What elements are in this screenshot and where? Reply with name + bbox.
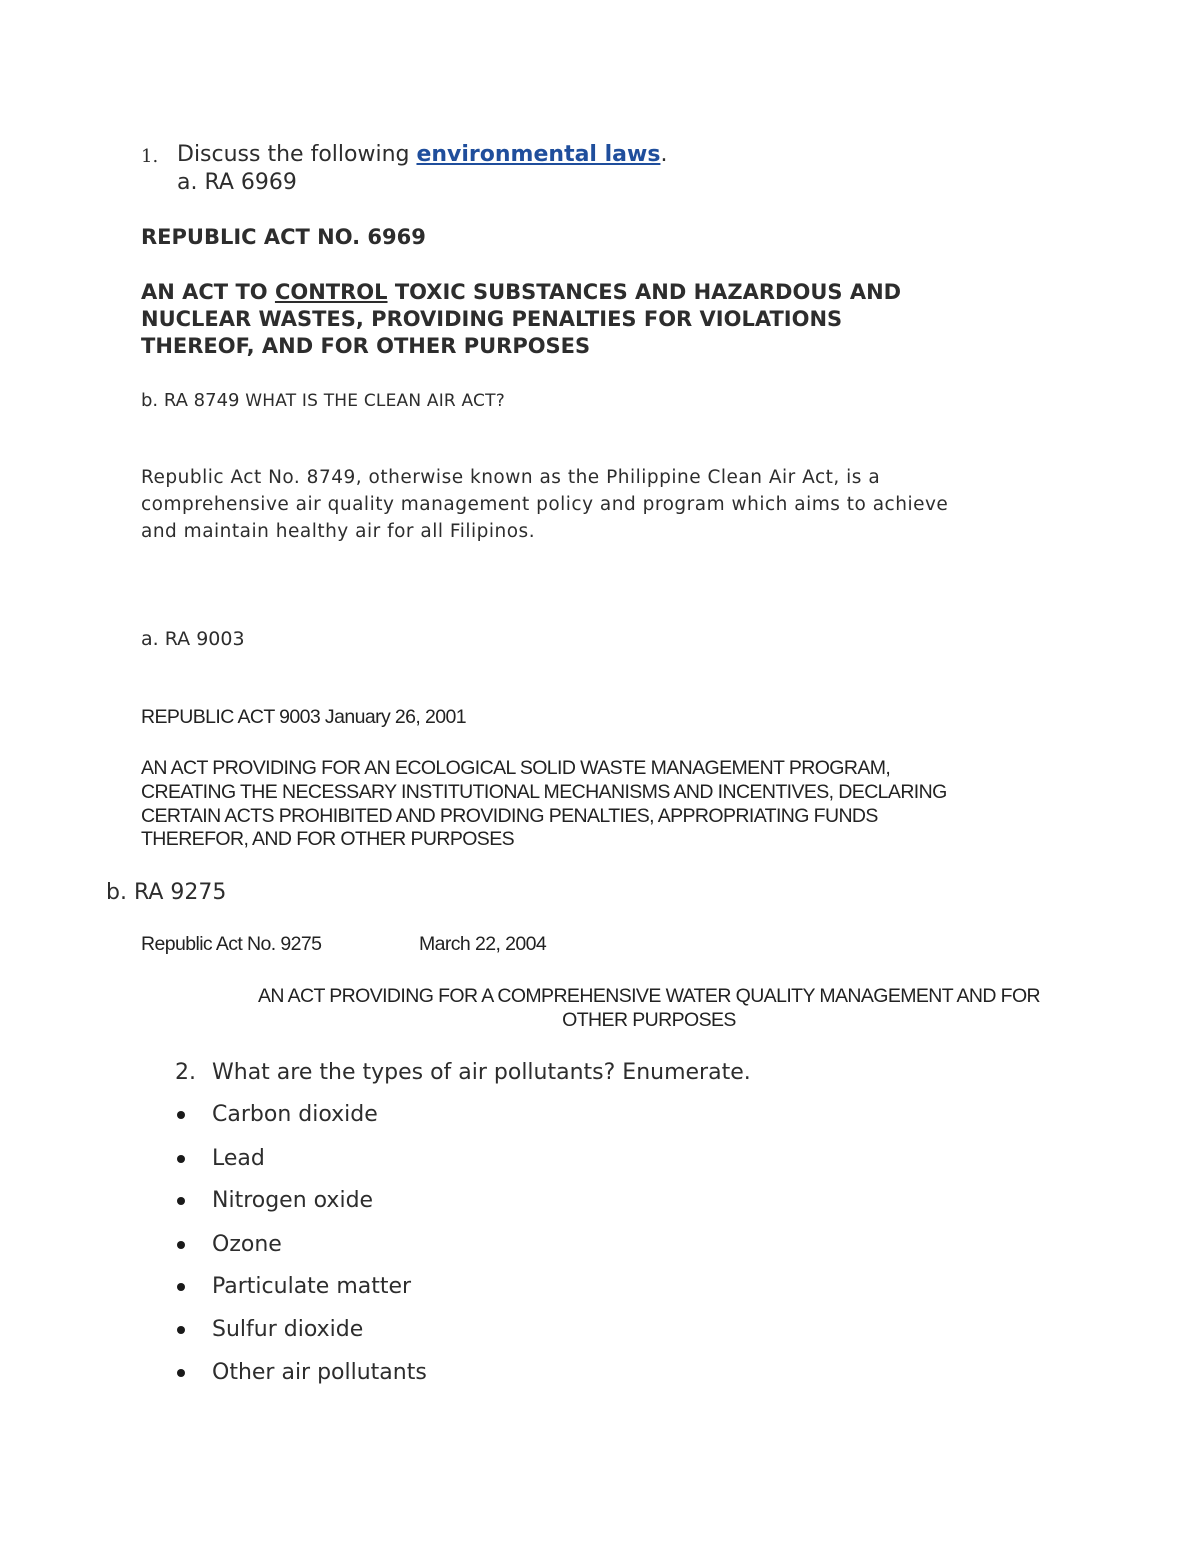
ra9003-title-line-3: CERTAIN ACTS PROHIBITED AND PROVIDING PENALTIES, APPROPRIATING FUNDS xyxy=(141,805,878,827)
bullet-icon xyxy=(177,1283,185,1291)
question-1-prompt-text: Discuss the following xyxy=(177,142,417,167)
ra9003-title-line-2: CREATING THE NECESSARY INSTITUTIONAL MECHANISMS AND INCENTIVES, DECLARING xyxy=(141,781,947,803)
list-item-label: Ozone xyxy=(212,1232,282,1257)
bullet-icon xyxy=(177,1111,185,1119)
ra9275-date: March 22, 2004 xyxy=(419,933,547,955)
ra8749-body-line-2: comprehensive air quality management policy and program which aims to achieve xyxy=(141,494,949,515)
ra9275-label: b. RA 9275 xyxy=(106,880,227,905)
ra6969-title-control: CONTROL xyxy=(274,280,388,304)
ra6969-title-rest: TOXIC SUBSTANCES AND HAZARDOUS AND xyxy=(387,280,902,304)
list-item-label: Particulate matter xyxy=(212,1274,412,1299)
ra8749-body-line-3: and maintain healthy air for all Filipinos. xyxy=(141,521,536,542)
question-2-number: 2. xyxy=(175,1060,196,1085)
ra8749-label xyxy=(141,390,505,411)
ra9275-act-number: Republic Act No. 9275 xyxy=(141,933,322,955)
ra6969-title-prefix: AN ACT TO xyxy=(141,280,275,304)
question-2-prompt: What are the types of air pollutants? Enumerate. xyxy=(212,1060,751,1085)
ra9003-heading: REPUBLIC ACT 9003 January 26, 2001 xyxy=(141,706,467,728)
question-1-prompt-end: . xyxy=(660,142,668,167)
bullet-icon xyxy=(177,1241,185,1249)
bullet-icon xyxy=(177,1155,185,1163)
ra6969-heading: REPUBLIC ACT NO. 6969 xyxy=(141,225,426,249)
ra9003-title-line-1: AN ACT PROVIDING FOR AN ECOLOGICAL SOLID WASTE MANAGEMENT PROGRAM, xyxy=(141,757,891,779)
bullet-icon xyxy=(177,1197,185,1205)
ra9003-label: a. RA 9003 xyxy=(141,628,245,650)
ra9275-title-line-1: AN ACT PROVIDING FOR A COMPREHENSIVE WATER QUALITY MANAGEMENT AND FOR xyxy=(257,985,1041,1007)
ra8749-label-text: b. RA 8749 xyxy=(141,390,246,411)
list-item-label: Sulfur dioxide xyxy=(212,1317,364,1342)
list-item-label: Other air pollutants xyxy=(212,1360,427,1385)
ra6969-title-line-2: NUCLEAR WASTES, PROVIDING PENALTIES FOR VIOLATIONS xyxy=(141,307,843,331)
list-item-label: Carbon dioxide xyxy=(212,1102,378,1127)
ra9003-title-line-4: THEREFOR, AND FOR OTHER PURPOSES xyxy=(141,828,515,850)
ra9275-title-line-2: OTHER PURPOSES xyxy=(562,1009,736,1031)
bullet-icon xyxy=(177,1369,185,1377)
environmental-laws-link[interactable]: environmental laws xyxy=(416,142,661,167)
list-item-label: Lead xyxy=(212,1146,265,1171)
ra6969-title-line-1 xyxy=(141,280,901,304)
question-1-number: 1. xyxy=(141,146,159,167)
ra6969-title-line-3: THEREOF, AND FOR OTHER PURPOSES xyxy=(141,334,591,358)
ra8749-question: WHAT IS THE CLEAN AIR ACT? xyxy=(245,391,505,411)
sub-item-ra6969: a. RA 6969 xyxy=(177,170,297,195)
bullet-icon xyxy=(177,1326,185,1334)
list-item-label: Nitrogen oxide xyxy=(212,1188,374,1213)
ra8749-body-line-1: Republic Act No. 8749, otherwise known as the Philippine Clean Air Act, is a xyxy=(141,467,881,488)
question-1-prompt xyxy=(177,142,667,167)
